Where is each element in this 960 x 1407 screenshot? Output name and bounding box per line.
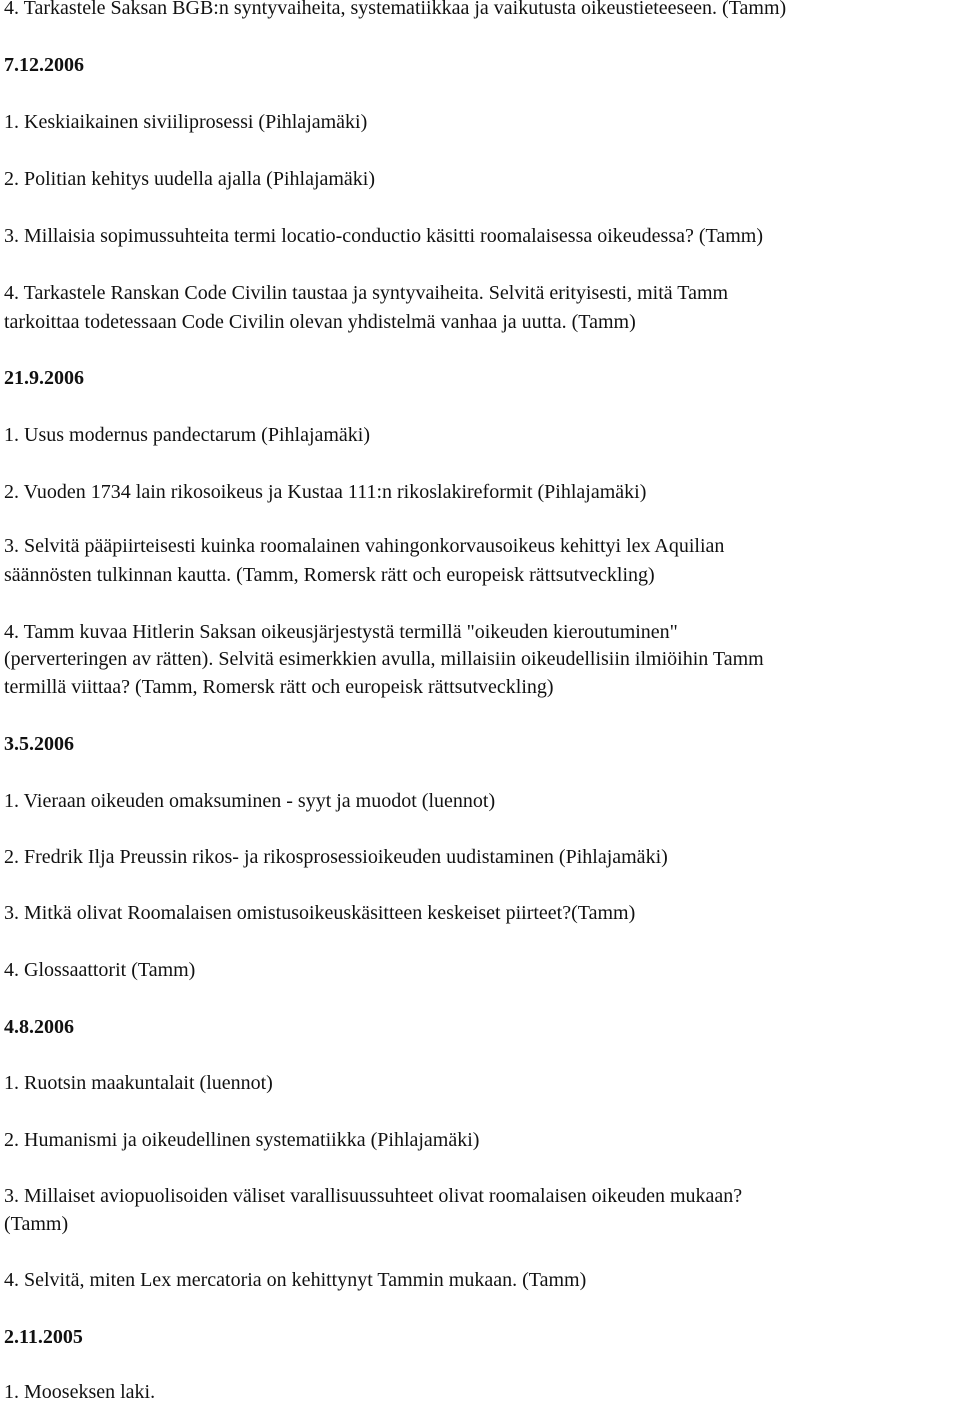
question-line: 1. Ruotsin maakuntalait (luennot) bbox=[4, 1072, 273, 1094]
exam-date-heading: 4.8.2006 bbox=[4, 1016, 74, 1038]
question-line: 1. Vieraan oikeuden omaksuminen - syyt ja muodot (luennot) bbox=[4, 790, 496, 812]
question-line: termillä viittaa? (Tamm, Romersk rätt och europeisk rättsutveckling) bbox=[4, 676, 554, 698]
question-line: 2. Politian kehitys uudella ajalla (Pihlajamäki) bbox=[4, 168, 376, 190]
question-line: 1. Mooseksen laki. bbox=[4, 1381, 156, 1403]
question-line: säännösten tulkinnan kautta. (Tamm, Romersk rätt och europeisk rättsutveckling) bbox=[4, 564, 655, 586]
question-line: 3. Millaiset aviopuolisoiden väliset varallisuussuhteet olivat roomalaisen oikeuden mukaan? bbox=[4, 1185, 743, 1207]
question-line: 4. Glossaattorit (Tamm) bbox=[4, 959, 196, 981]
exam-date-heading: 2.11.2005 bbox=[4, 1326, 83, 1348]
question-line: 3. Mitkä olivat Roomalaisen omistusoikeuskäsitteen keskeiset piirteet?(Tamm) bbox=[4, 902, 636, 924]
question-line: 3. Selvitä pääpiirteisesti kuinka roomalainen vahingonkorvausoikeus kehittyi lex Aquilian bbox=[4, 535, 725, 557]
question-line: 1. Keskiaikainen siviiliprosessi (Pihlajamäki) bbox=[4, 111, 368, 133]
exam-date-heading: 21.9.2006 bbox=[4, 367, 84, 389]
question-line: 3. Millaisia sopimussuhteita termi locatio-conductio käsitti roomalaisessa oikeudessa? (Tamm) bbox=[4, 225, 763, 247]
exam-date-heading: 3.5.2006 bbox=[4, 733, 74, 755]
question-line: 4. Tarkastele Ranskan Code Civilin taustaa ja syntyvaiheita. Selvitä erityisesti, mitä Tamm bbox=[4, 282, 729, 304]
question-line: 2. Humanismi ja oikeudellinen systematiikka (Pihlajamäki) bbox=[4, 1129, 480, 1151]
question-line: 4. Selvitä, miten Lex mercatoria on kehittynyt Tammin mukaan. (Tamm) bbox=[4, 1269, 587, 1291]
question-line: 2. Vuoden 1734 lain rikosoikeus ja Kustaa 111:n rikoslakireformit (Pihlajamäki) bbox=[4, 481, 647, 503]
question-line: tarkoittaa todetessaan Code Civilin olevan yhdistelmä vanhaa ja uutta. (Tamm) bbox=[4, 311, 636, 333]
question-line: (Tamm) bbox=[4, 1213, 69, 1235]
question-line: 4. Tamm kuvaa Hitlerin Saksan oikeusjärjestystä termillä "oikeuden kieroutuminen" bbox=[4, 621, 678, 643]
question-line: 4. Tarkastele Saksan BGB:n syntyvaiheita, systematiikkaa ja vaikutusta oikeustieteeseen. (Tamm) bbox=[4, 0, 787, 19]
question-line: 2. Fredrik Ilja Preussin rikos- ja rikosprosessioikeuden uudistaminen (Pihlajamäki) bbox=[4, 846, 668, 868]
question-line: 1. Usus modernus pandectarum (Pihlajamäki) bbox=[4, 424, 371, 446]
question-line: (perverteringen av rätten). Selvitä esimerkkien avulla, millaisiin oikeudellisiin ilmiöihin Tamm bbox=[4, 648, 764, 670]
exam-date-heading: 7.12.2006 bbox=[4, 54, 84, 76]
